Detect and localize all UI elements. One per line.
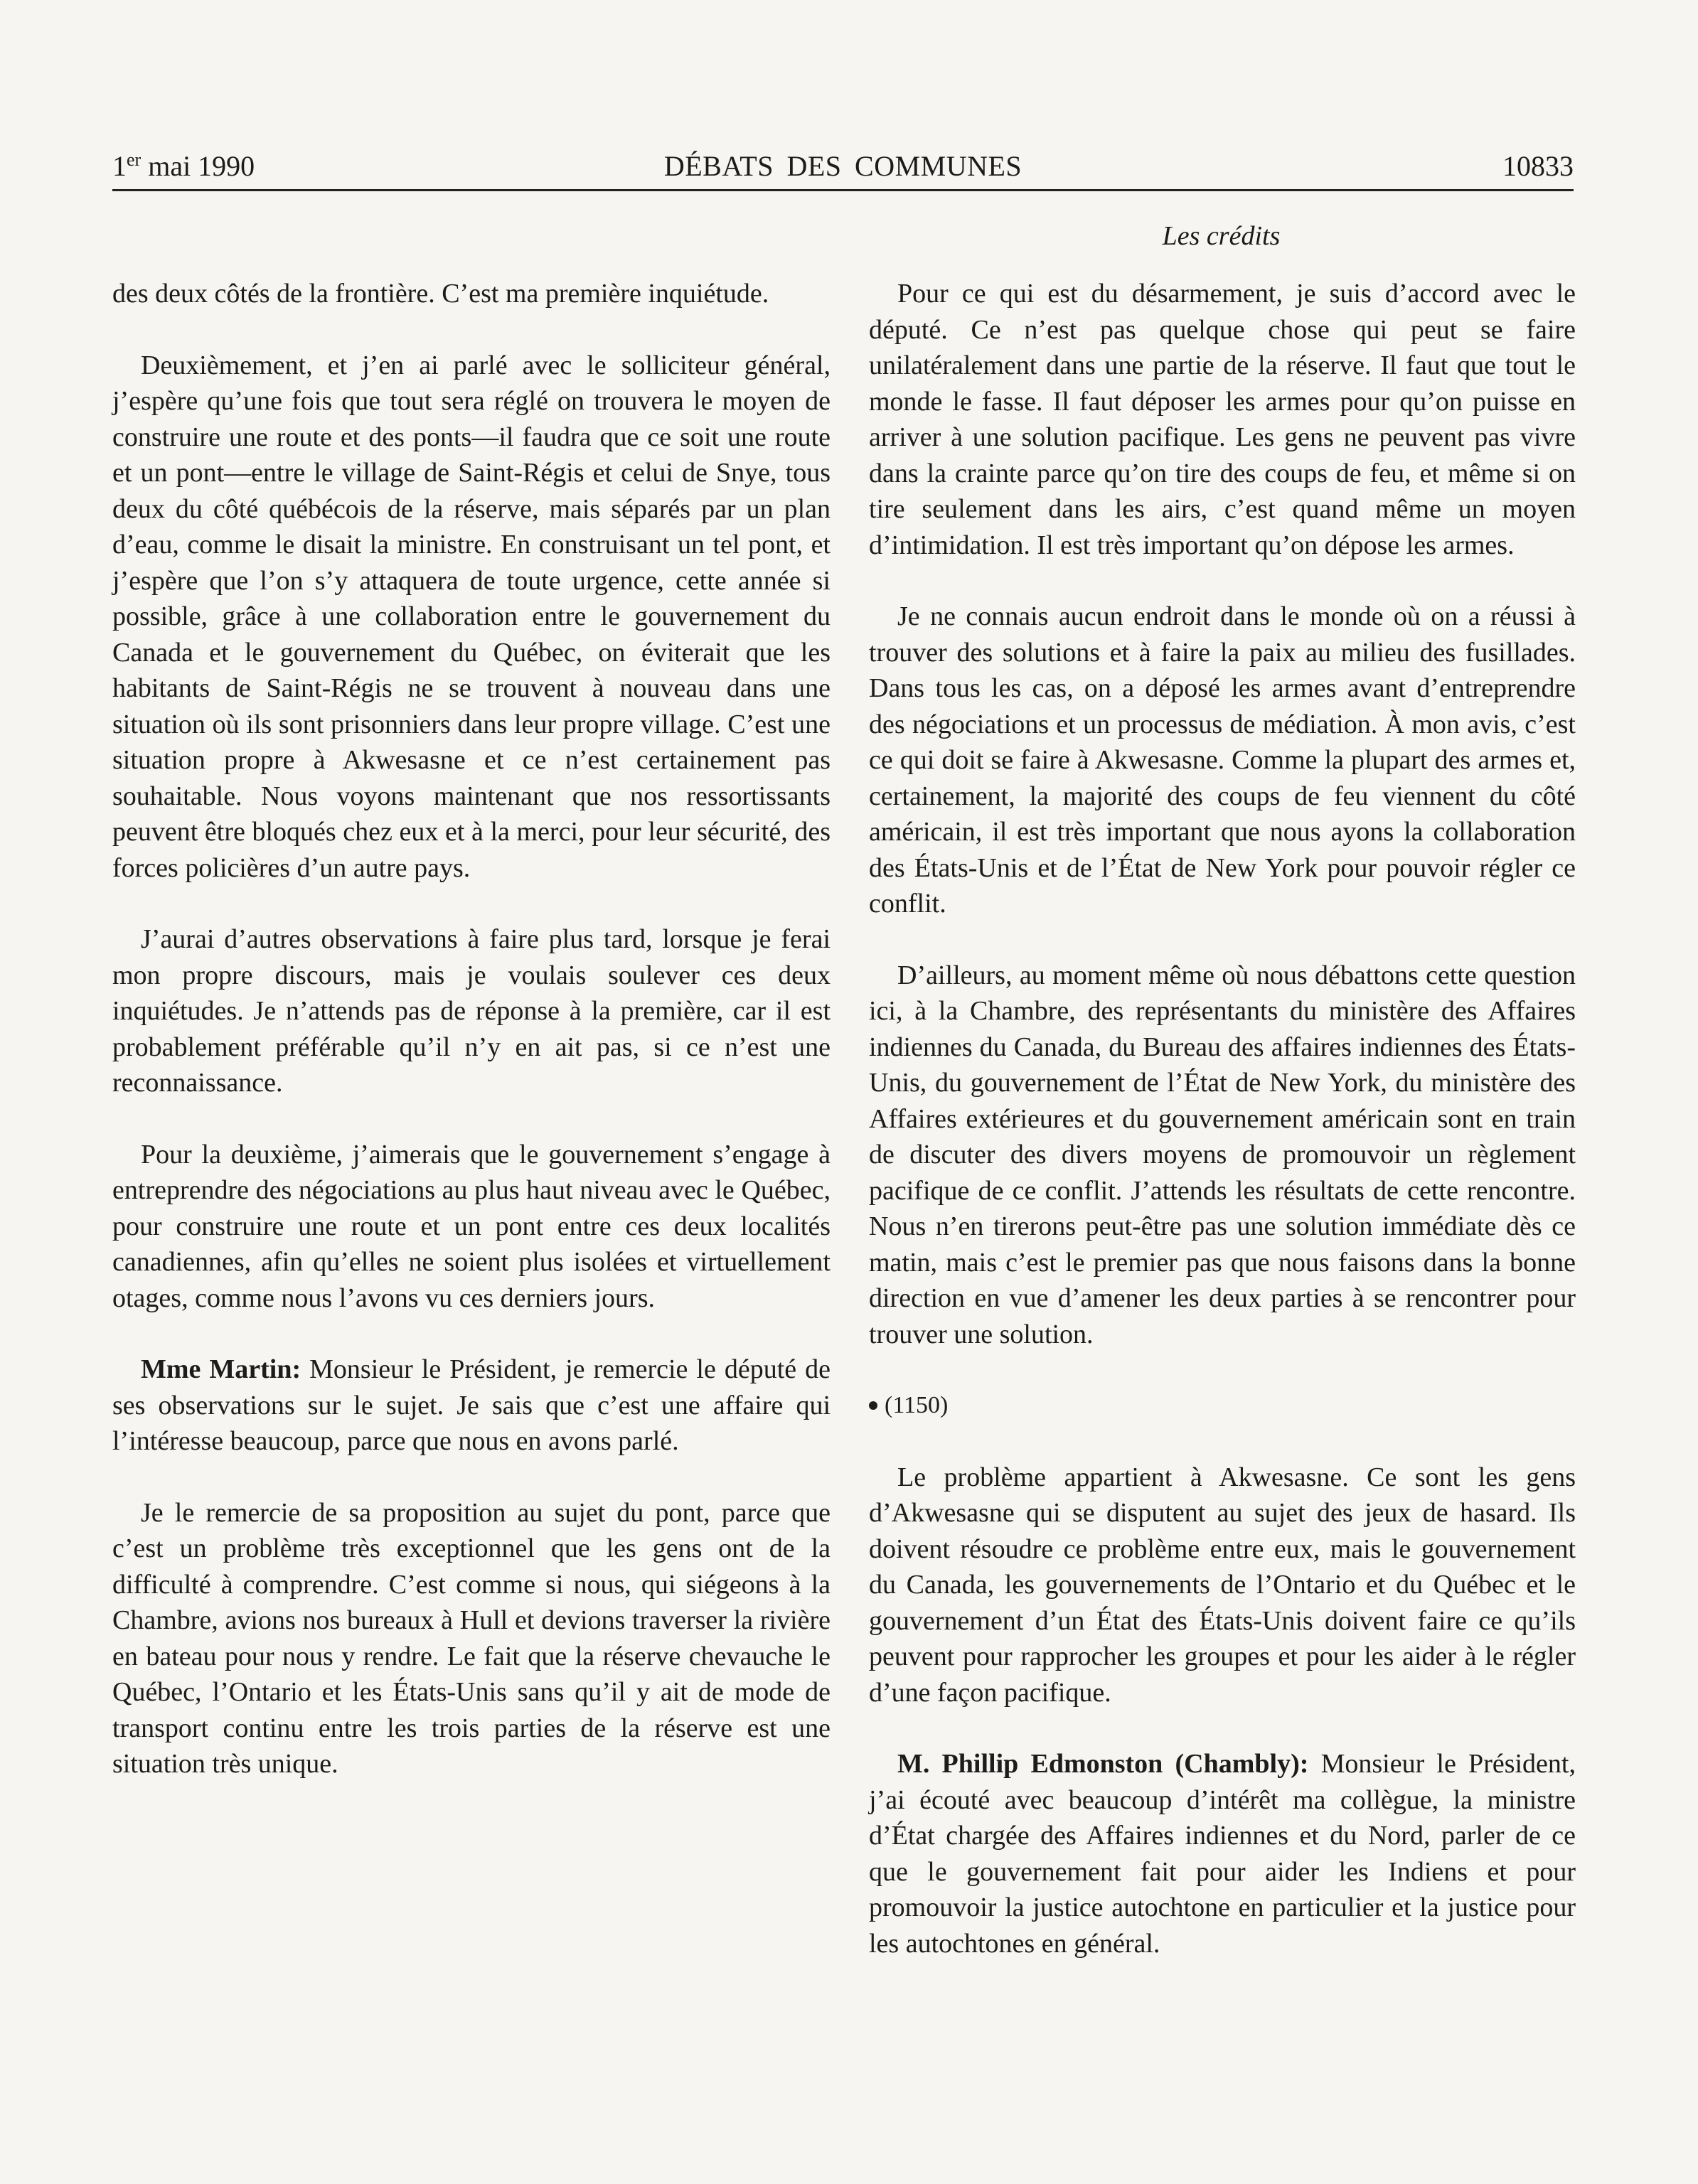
paragraph: Le problème appartient à Akwesasne. Ce sont les gens d’Akwesasne qui se disputent au sujet des jeux de hasard. Ils doivent résoudre ce problème entre eux, mais le gouvernement du Canada, les gouvernements de l’Ontario et du Québec et le gouvernement d’un État des États-Unis doivent faire ce qu’ils peuvent pour rapprocher les groupes et pour les aider à le régler d’une façon pacifique. xyxy=(869,1462,1576,1708)
header-rule xyxy=(112,189,1574,191)
right-column xyxy=(869,276,1576,1997)
speaker-name: M. Phillip Edmonston (Chambly): xyxy=(897,1749,1309,1779)
speech-text: Monsieur le Président, je remercie le député de ses observations sur le sujet. Je sais que c’est une affaire qui l’intéresse beaucoup, parce que nous en avons parlé. xyxy=(112,1354,831,1456)
header-page-number: 10833 xyxy=(1502,150,1574,182)
paragraph: D’ailleurs, au moment même où nous débattons cette question ici, à la Chambre, des représentants du ministère des Affaires indiennes du Canada, du Bureau des affaires indiennes des États-Unis, du gouvernement de l’État de New York, du ministère des Affaires extérieures et du gouvernement américain sont en train de discuter des divers moyens de promouvoir un règlement pacifique de ce conflit. J’attends les résultats de cette rencontre. Nous n’en tirerons peut-être pas une solution immédiate dès ce matin, mais c’est le premier pas que nous faisons dans la bonne direction en vue d’amener les deux parties à se rencontrer pour trouver une solution. xyxy=(869,960,1576,1349)
paragraph: des deux côtés de la frontière. C’est ma première inquiétude. xyxy=(112,279,769,309)
header-title: DÉBATS DES COMMUNES xyxy=(663,150,1022,182)
header-date-superscript: er xyxy=(127,149,142,170)
paragraph: J’aurai d’autres observations à faire plus tard, lorsque je ferai mon propre discours, mais je voulais soulever ces deux inquiétudes. Je n’attends pas de réponse à la première, car il est probablement préférable qu’il n’y en ait pas, si ce n’est une reconnaissance. xyxy=(112,924,831,1098)
section-title: Les crédits xyxy=(1162,221,1281,251)
speech-paragraph xyxy=(869,1746,1576,1961)
time-marker-text: (1150) xyxy=(885,1392,949,1418)
paragraph: Pour ce qui est du désarmement, je suis d’accord avec le député. Ce n’est pas quelque chose qui peut se faire unilatéralement dans une partie de la réserve. Il faut que tout le monde le fasse. Il faut déposer les armes pour qu’on puisse en arriver à une solution pacifique. Les gens ne peuvent pas vivre dans la crainte parce qu’on tire des coups de feu, et même si on tire seulement dans les airs, c’est quand même un moyen d’intimidation. Il est très important qu’on dépose les armes. xyxy=(869,279,1576,560)
paragraph: Je ne connais aucun endroit dans le monde où on a réussi à trouver des solutions et à faire la paix au milieu des fusillades. Dans tous les cas, on a déposé les armes avant d’entreprendre des négociations et un processus de médiation. À mon avis, c’est ce qui doit se faire à Akwesasne. Comme la plupart des armes et, certainement, la majorité des coups de feu viennent du côté américain, il est très important que nous ayons la collaboration des États-Unis et de l’État de New York pour pouvoir régler ce conflit. xyxy=(869,601,1576,919)
speech-text: Monsieur le Président, j’ai écouté avec beaucoup d’intérêt ma collègue, la ministre d’État chargée des Affaires indiennes et du Nord, parler de ce que le gouvernement fait pour aider les Indiens et pour promouvoir la justice autochtone en particulier et la justice pour les autochtones en général. xyxy=(869,1749,1576,1959)
speech-paragraph xyxy=(112,1351,831,1460)
page-header xyxy=(112,145,1574,188)
paragraph: Pour la deuxième, j’aimerais que le gouvernement s’engage à entreprendre des négociations au plus haut niveau avec le Québec, pour construire une route et un pont entre ces deux localités canadiennes, afin qu’elles ne soient plus isolées et virtuellement otages, comme nous l’avons vu ces derniers jours. xyxy=(112,1139,831,1313)
paragraph: Je le remercie de sa proposition au sujet du pont, parce que c’est un problème très exceptionnel que les gens ont de la difficulté à comprendre. C’est comme si nous, qui siégeons à la Chambre, avions nos bureaux à Hull et devions traverser la rivière en bateau pour nous y rendre. Le fait que la réserve chevauche le Québec, l’Ontario et les États-Unis sans qu’il y ait de mode de transport continu entre les trois parties de la réserve est une situation très unique. xyxy=(112,1497,831,1779)
time-marker xyxy=(869,1388,1576,1424)
header-date: 1er mai 1990 xyxy=(112,149,255,182)
speaker-name: Mme Martin: xyxy=(141,1354,301,1384)
left-column xyxy=(112,276,831,1818)
bullet-icon xyxy=(869,1401,877,1410)
paragraph: Deuxièmement, et j’en ai parlé avec le solliciteur général, j’espère qu’une fois que tout sera réglé on trouvera le moyen de construire une route et des ponts—il faudra que ce soit une route et un pont—entre le village de Saint-Régis et celui de Snye, tous deux du côté québécois de la réserve, mais séparés par un plan d’eau, comme le disait la ministre. En construisant un tel pont, et j’espère que l’on s’y attaquera de toute urgence, cette année si possible, grâce à une collaboration entre le gouvernement du Canada et le gouvernement du Québec, on éviterait que les habitants de Saint-Régis ne se trouvent à nouveau dans une situation où ils sont prisonniers dans leur propre village. C’est une situation propre à Akwesasne et ce n’est certainement pas souhaitable. Nous voyons maintenant que nos ressortissants peuvent être bloqués chez eux et à la merci, pour leur sécurité, des forces policières d’un autre pays. xyxy=(112,350,831,883)
